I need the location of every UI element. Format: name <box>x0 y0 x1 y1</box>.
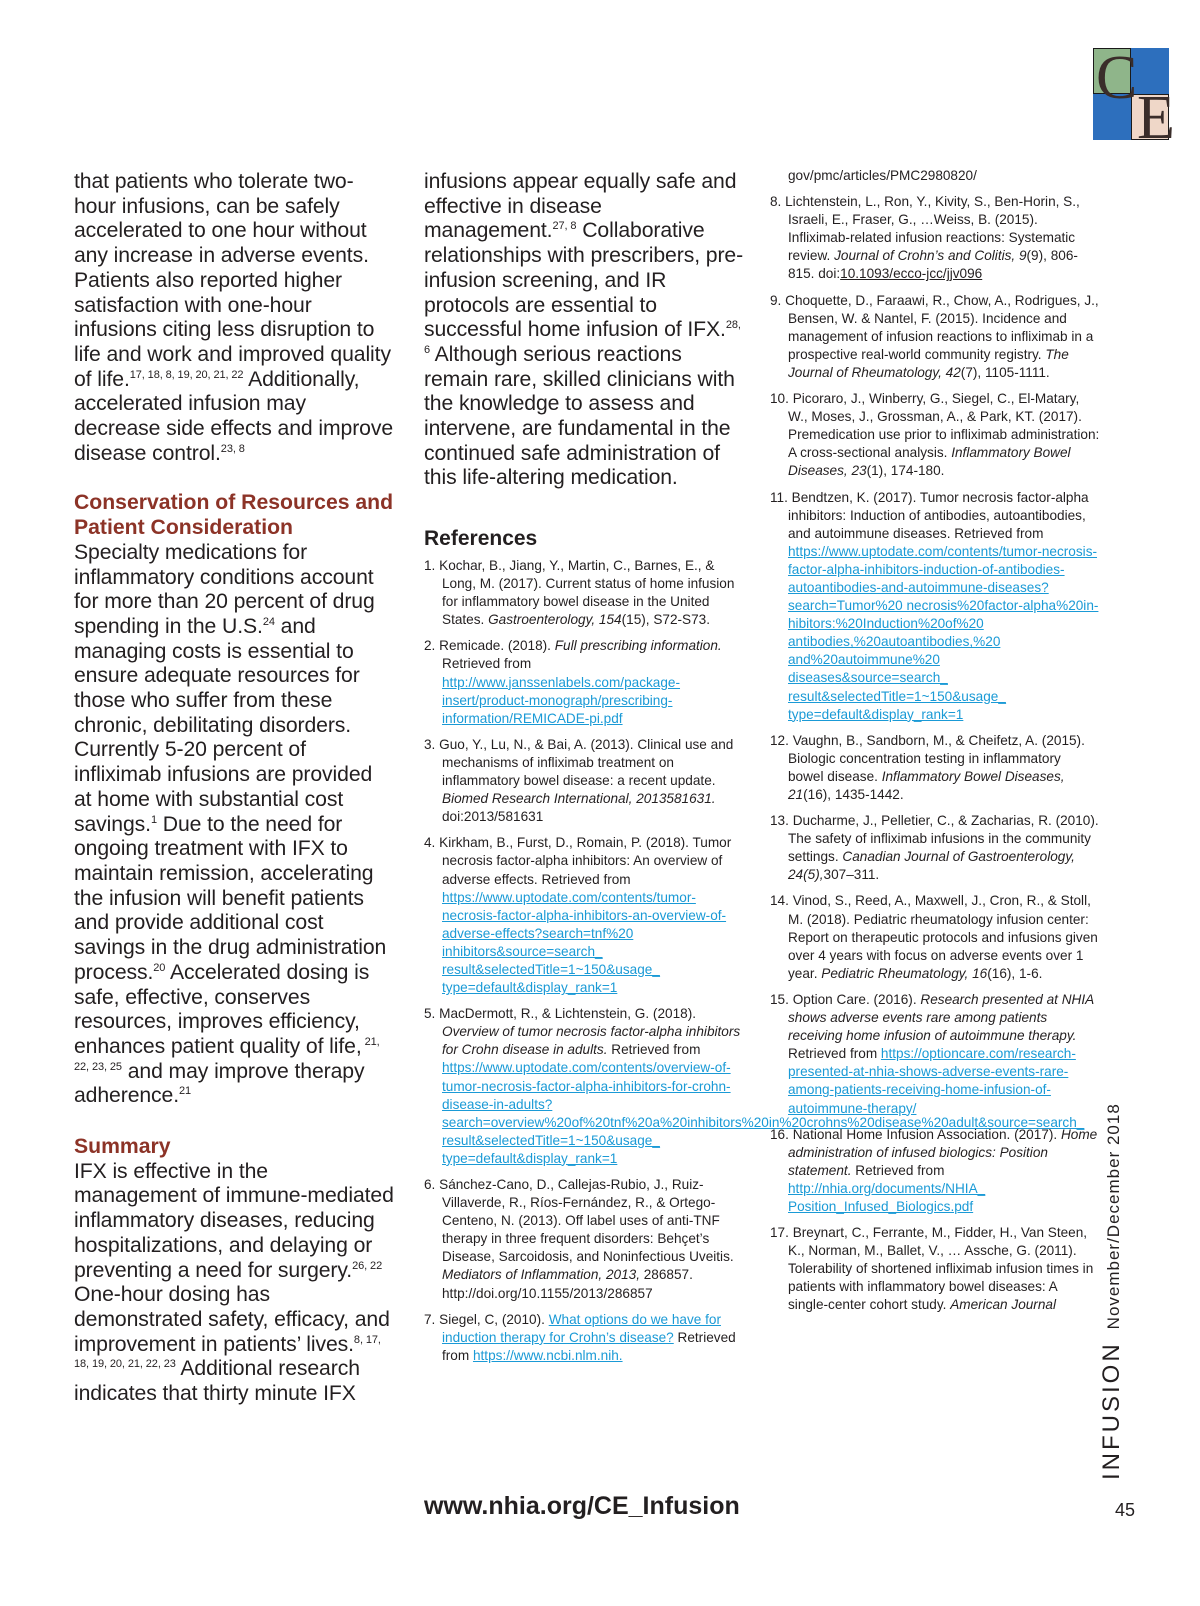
ce-logo <box>1093 44 1175 152</box>
references-heading: References <box>424 527 538 550</box>
reference-link[interactable]: https://www.uptodate.com/contents/overview-of-tumor-necrosis-factor-alpha-inhibitors-for-crohn-disease-in-adults?search=overview%20of%20tnf%20a%20inhibitors%20in%20crohns%20disease%20adult&source=search_ result&selectedTitle=1~150&usage_ type=default&display_rank=1 <box>442 1060 1085 1166</box>
reference-item: 15. Option Care. (2016). Research presented at NHIA shows adverse events rare among patients receiving home infusion of autoimmune therapy. Retrieved from https://optioncare.com/research-presented-at-nhia-shows-adverse-events-rare-among-patients-receiving-home-infusion-of-autoimmune-therapy/ <box>770 991 1094 1116</box>
reference-item: 2. Remicade. (2018). Full prescribing information. Retrieved from http://www.janssenlabels.com/package-insert/product-monograph/prescribing-information/REMICADE-pi.pdf <box>424 638 722 726</box>
logo-letter-c: C <box>1096 44 1138 112</box>
reference-item: 12. Vaughn, B., Sandborn, M., & Cheifetz, A. (2015). Biologic concentration testing in inflammatory bowel disease. Inflammatory Bowel Diseases, 21(16), 1435-1442. <box>770 732 1085 802</box>
paragraph: IFX is effective in the management of immune-mediated inflammatory diseases, reducing hospitalizations, and delaying or preventing a need for surgery.$^{26, 22}$ One-hour dosing has demonstrated safety, efficacy, and improvement in patients’ lives.$^{8, 17, 18, 19, 20, 21, 22, 23}$ Additional research indicates that thirty minute IFX <box>74 1159 394 1406</box>
reference-item: 13. Ducharme, J., Pelletier, C., & Zacharias, R. (2010). The safety of infliximab infusions in the community settings. Canadian Journal of Gastroenterology, 24(5),307–311. <box>770 813 1099 883</box>
reference-item: 10. Picoraro, J., Winberry, G., Siegel, C., El-Matary, W., Moses, J., Grossman, A., & Park, KT. (2017). Premedication use prior to infliximab administration: A cross-sectional analysis. Inflammatory Bowel Diseases, 23(1), 174-180. <box>770 391 1100 479</box>
references-list-continued <box>770 167 1100 1323</box>
reference-item: 16. National Home Infusion Association. (2017). Home administration of infused biologics: Position statement. Retrieved from http://nhia.org/documents/NHIA_ Position_Infused_Biologics.pdf <box>770 1126 1098 1214</box>
reference-link[interactable]: https://www.uptodate.com/contents/tumor-necrosis-factor-alpha-inhibitors-induction-of-antibodies-autoantibodies-and-autoimmune-diseases?search=Tumor%20 necrosis%20factor-alpha%20in-hibitors:%20Induction%20of%20 antibodies,%20autoantibodies,%20 and%20autoimmune%20 diseases&source=search_ result&selectedTitle=1~150&usage_ type=default&display_rank=1 <box>788 543 1099 722</box>
paragraph: Specialty medications for inflammatory conditions account for more than 20 percent of drug spending in the U.S.$^{24}$ and managing costs is essential to ensure adequate resources for those who suffer from these chronic, debilitating disorders. Currently 5-20 percent of infliximab infusions are provided at home with substantial cost savings.$^1$ Due to the need for ongoing treatment with IFX to maintain remission, accelerating the infusion will benefit patients and provide additional cost savings in the drug administration process.$^{20}$ Accelerated dosing is safe, effective, conserves resources, improves efficiency, enhances patient quality of life, $^{21, 22, 23, 25}$ and may improve therapy adherence.$^{21}$ <box>74 540 387 1108</box>
side-banner <box>1098 1103 1126 1480</box>
reference-item: 8. Lichtenstein, L., Ron, Y., Kivity, S., Ben-Horin, S., Israeli, E., Fraser, G., …Weiss, B. (2015). Infliximab-related infusion reactions: Systematic review. Journal of Crohn’s and Colitis, 9(9), 806-815. doi:10.1093/ecco-jcc/jjv096 <box>770 194 1080 282</box>
reference-item: 5. MacDermott, R., & Lichtenstein, G. (2018). Overview of tumor necrosis factor-alpha inhibitors for Crohn disease in adults. Retrieved from https://www.uptodate.com/contents/overview-of-tumor-necrosis-factor-alpha-inhibitors-for-crohn-disease-in-adults?search=overview%20of%20tnf%20a%20inhibitors%20in%20crohns%20disease%20adult&source=search_ result&selectedTitle=1~150&usage_ type=default&display_rank=1 <box>424 1006 1085 1166</box>
paragraph: that patients who tolerate two-hour infusions, can be safely accelerated to one hour without any increase in adverse events. Patients also reported higher satisfaction with one-hour infusions citing less disruption to life and work and improved quality of life.$^{17, 18, 8, 19, 20, 21, 22}$ Additionally, accelerated infusion may decrease side effects and improve disease control.$^{23, 8}$ <box>74 170 394 465</box>
section-heading: Summary <box>74 1135 171 1159</box>
reference-link[interactable]: http://www.janssenlabels.com/package-insert/product-monograph/prescribing-information/REMICADE-pi.pdf <box>442 674 681 726</box>
page-number: 45 <box>1115 1500 1136 1520</box>
reference-link[interactable]: http://nhia.org/documents/NHIA_ Position_Infused_Biologics.pdf <box>788 1180 986 1214</box>
reference-item: 4. Kirkham, B., Furst, D., Romain, P. (2018). Tumor necrosis factor-alpha inhibitors: An overview of adverse effects. Retrieved from https://www.uptodate.com/contents/tumor-necrosis-factor-alpha-inhibitors-an-overview-of-adverse-effects?search=tnf%20 inhibitors&source=search_ result&selectedTitle=1~150&usage_ type=default&display_rank=1 <box>424 835 732 996</box>
reference-item: 11. Bendtzen, K. (2017). Tumor necrosis factor-alpha inhibitors: Induction of antibodies, autoantibodies, and autoimmune diseases. Retrieved from https://www.uptodate.com/contents/tumor-necrosis-factor-alpha-inhibitors-induction-of-antibodies-autoantibodies-and-autoimmune-diseases?search=Tumor%20 necrosis%20factor-alpha%20in-hibitors:%20Induction%20of%20 antibodies,%20autoantibodies,%20 and%20autoimmune%20 diseases&source=search_ result&selectedTitle=1~150&usage_ type=default&display_rank=1 <box>770 489 1099 722</box>
column-2 <box>424 170 744 491</box>
reference-link[interactable]: https://optioncare.com/research-presented-at-nhia-shows-adverse-events-rare-among-patients-receiving-home-infusion-of-autoimmune-therapy/ <box>788 1046 1076 1116</box>
logo-letter-e: E <box>1137 84 1175 152</box>
reference-item: 17. Breynart, C., Ferrante, M., Fidder, H., Van Steen, K., Norman, M., Ballet, V., … Assche, G. (2011). Tolerability of shortened infliximab infusion times in patients with inflammatory bowel diseases: A single-center cohort study. American Journal <box>770 1225 1094 1313</box>
reference-item: 1. Kochar, B., Jiang, Y., Martin, C., Barnes, E., & Long, M. (2017). Current status of home infusion for inflammatory bowel disease in the United States. Gastroenterology, 154(15), S72-S73. <box>424 558 735 628</box>
issue-date: November/December 2018 <box>1104 1103 1123 1330</box>
reference-item: 7. Siegel, C, (2010). What options do we have for induction therapy for Crohn’s disease? Retrieved from https://www.ncbi.nlm.nih. <box>424 1311 736 1363</box>
reference-link[interactable]: https://www.uptodate.com/contents/tumor-necrosis-factor-alpha-inhibitors-an-overview-of-adverse-effects?search=tnf%20 inhibitors&source=search_ result&selectedTitle=1~150&usage_ type=default&display_rank=1 <box>442 889 727 996</box>
footer-url[interactable]: www.nhia.org/CE_Infusion <box>424 1492 740 1520</box>
section-heading: Conservation of Resources and Patient Consideration <box>74 491 394 540</box>
reference-link[interactable]: What options do we have for induction therapy for Crohn’s disease? <box>442 1311 721 1345</box>
column-1 <box>74 170 394 1407</box>
reference-link[interactable]: https://www.ncbi.nlm.nih. <box>472 1347 623 1363</box>
reference-continuation <box>770 167 1100 185</box>
reference-item: 14. Vinod, S., Reed, A., Maxwell, J., Cron, R., & Stoll, M. (2018). Pediatric rheumatology infusion center: Report on therapeutic protocols and infusions given over 4 years with focus on adverse events over 1 year. Pediatric Rheumatology, 16(16), 1-6. <box>770 893 1098 981</box>
reference-item: 9. Choquette, D., Faraawi, R., Chow, A., Rodrigues, J., Bensen, W. & Nantel, F. (2015). Incidence and management of infusion reactions to infliximab in a prospective real-world community registry. The Journal of Rheumatology, 42(7), 1105-1111. <box>770 292 1099 380</box>
brand-name: INFUSION <box>1098 1341 1125 1480</box>
reference-item: 3. Guo, Y., Lu, N., & Bai, A. (2013). Clinical use and mechanisms of infliximab treatment on inflammatory bowel disease: a recent update. Biomed Research International, 2013581631. doi:2013/581631 <box>424 736 734 825</box>
paragraph: infusions appear equally safe and effective in disease management.$^{27, 8}$ Collaborative relationships with prescribers, pre-infusion screening, and IR protocols are essential to successful home infusion of IFX.$^{28, 6}$ Although serious reactions remain rare, skilled clinicians with the knowledge to assess and intervene, are fundamental in the continued safe administration of this life-altering medication. <box>424 170 744 490</box>
reference-link[interactable]: gov/pmc/articles/PMC2980820/ <box>788 168 977 183</box>
reference-item: 6. Sánchez-Cano, D., Callejas-Rubio, J., Ruiz-Villaverde, R., Ríos-Fernández, R., & Ortego-Centeno, N. (2013). Off label uses of anti-TNF therapy in three frequent disorders: Behçet’s Disease, Sarcoidosis, and Noninfectious Uveitis. Mediators of Inflammation, 2013, 286857. http://doi.org/10.1155/2013/286857 <box>424 1177 734 1301</box>
